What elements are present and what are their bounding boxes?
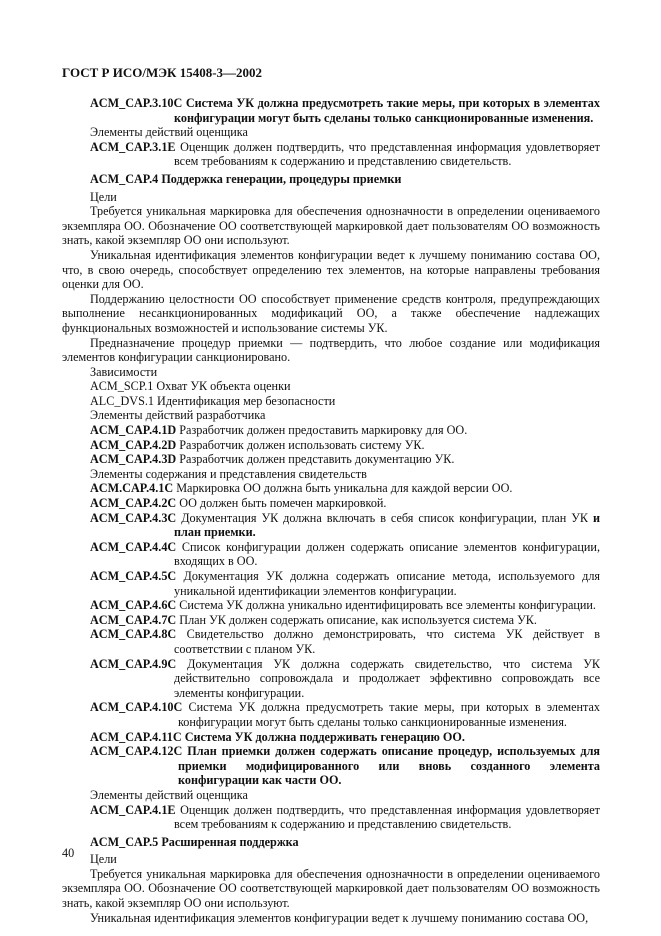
requirement-text-added: и план приемки. <box>174 510 601 540</box>
requirement-item <box>62 657 600 701</box>
requirement-id: ACM_CAP.4.4C <box>90 539 177 554</box>
requirement-text: Оценщик должен подтвердить, что представленная информация удовлетворяет всем требованиям к содержанию и представлению свидетельств. <box>174 139 601 169</box>
requirement-id: ACM_CAP.4.3D <box>90 452 177 467</box>
requirement-text: Система УК должна предусмотреть такие меры, при которых в элементах конфигурации могут быть сделаны только санкционированные изменения. <box>174 96 600 125</box>
requirement-id: ACM_CAP.4.11C <box>90 729 182 744</box>
requirement-id: ACM_CAP.4.12C <box>90 744 183 759</box>
component-heading: ACM_CAP.4 Поддержка генерации, процедуры приемки <box>90 171 402 186</box>
requirement-item <box>62 730 600 745</box>
requirement-item <box>62 744 600 788</box>
page-content <box>62 96 600 925</box>
dependency-item: ACM_SCP.1 Охват УК объекта оценки <box>90 379 291 394</box>
requirement-item <box>62 511 600 540</box>
requirement-item <box>62 613 600 628</box>
requirement-item <box>62 627 600 656</box>
requirement-id: ACM_CAP.4.5C <box>90 569 177 583</box>
requirement-item <box>62 140 600 169</box>
requirement-item <box>62 569 600 598</box>
requirement-item <box>62 540 600 569</box>
requirement-text: Разработчик должен представить документацию УК. <box>179 452 455 467</box>
requirement-item <box>62 700 600 729</box>
paragraph: Уникальная идентификация элементов конфигурации ведет к лучшему пониманию состава ОО, <box>90 910 589 925</box>
requirement-id: ACM_CAP.4.6C <box>90 598 177 613</box>
requirement-item <box>62 496 600 511</box>
requirement-item <box>62 803 600 832</box>
requirement-id: ACM.CAP.4.1C <box>90 481 174 496</box>
requirement-id: ACM_CAP.4.1E <box>90 802 176 817</box>
section-label: Зависимости <box>90 364 158 379</box>
requirement-text: Разработчик должен использовать систему УК. <box>179 437 425 452</box>
requirement-id: ACM_CAP.4.2C <box>90 496 177 511</box>
requirement-text: ОО должен быть помечен маркировкой. <box>179 496 387 511</box>
requirement-item <box>62 438 600 453</box>
paragraph: Предназначение процедур приемки — подтвердить, что любое создание или модификация элементов конфигурации санкционировано. <box>62 335 600 365</box>
requirement-text: Система УК должна предусмотреть такие меры, при которых в элементах конфигурации могут быть сделаны только санкционированные изменения. <box>178 700 601 729</box>
requirement-text: Оценщик должен подтвердить, что представленная информация удовлетворяет всем требованиям к содержанию и представлению свидетельств. <box>174 802 601 832</box>
section-label: Элементы содержания и представления свидетельств <box>90 466 367 481</box>
requirement-item <box>62 423 600 438</box>
requirement-id: ACM_CAP.4.2D <box>90 437 177 452</box>
paragraph: Поддержанию целостности ОО способствует применение средств контроля, предупреждающих выполнение несанкционированных модификаций ОО, а также обеспечение надлежащих функциональных возможностей и использование системы УК. <box>62 291 600 335</box>
requirement-text: Свидетельство должно демонстрировать, что система УК действует в соответствии с планом УК. <box>174 627 600 656</box>
requirement-id: ACM_CAP.4.10C <box>90 700 183 715</box>
requirement-text: Документация УК должна включать в себя список конфигурации, план УК <box>181 510 593 525</box>
requirement-item <box>62 481 600 496</box>
page-number: 40 <box>62 846 75 860</box>
requirement-text: Система УК должна поддерживать генерацию ОО. <box>184 729 465 744</box>
requirement-text: Маркировка ОО должна быть уникальна для каждой версии ОО. <box>176 481 513 496</box>
section-label: Элементы действий оценщика <box>90 125 248 140</box>
section-label: Цели <box>90 852 117 867</box>
section-label: Элементы действий оценщика <box>90 787 248 802</box>
paragraph: Требуется уникальная маркировка для обеспечения однозначности в определении оцениваемого экземпляра ОО. Обозначение ОО соответствующей маркировкой дает пользователям ОО возможность знать, какой экземпляр ОО они используют. <box>62 204 600 248</box>
dependency-item: ALC_DVS.1 Идентификация мер безопасности <box>90 393 336 408</box>
requirement-text: План УК должен содержать описание, как используется система УК. <box>179 612 537 627</box>
requirement-id: ACM_CAP.4.1D <box>90 423 177 438</box>
section-label: Цели <box>90 189 117 204</box>
requirement-id: ACM_CAP.4.9C <box>90 656 177 671</box>
requirement-item <box>62 96 600 125</box>
component-heading: ACM_CAP.5 Расширенная поддержка <box>90 834 299 849</box>
requirement-item <box>62 452 600 467</box>
requirement-id: ACM_CAP.4.3C <box>90 510 177 525</box>
requirement-text: Система УК должна уникально идентифицировать все элементы конфигурации. <box>179 598 596 613</box>
requirement-item <box>62 598 600 613</box>
requirement-id: ACM_CAP.4.7C <box>90 612 177 627</box>
requirement-id: ACM_CAP.3.1E <box>90 139 176 154</box>
document-header: ГОСТ Р ИСО/МЭК 15408-3—2002 <box>62 65 263 80</box>
requirement-text: Разработчик должен предоставить маркировку для ОО. <box>179 423 468 438</box>
requirement-text: План приемки должен содержать описание процедур, используемых для приемки модифицированного или вновь созданного элемента конфигурации как части ОО. <box>178 744 601 788</box>
section-label: Элементы действий разработчика <box>90 408 266 423</box>
paragraph: Требуется уникальная маркировка для обеспечения однозначности в определении оцениваемого экземпляра ОО. Обозначение ОО соответствующей маркировкой дает пользователям ОО возможность знать, какой экземпляр ОО они используют. <box>62 866 600 911</box>
requirement-text: Документация УК должна содержать свидетельство, что система УК действительно сопровождала и продолжает эффективно сопровождать все элементы конфигурации. <box>174 656 601 700</box>
requirement-text: Документация УК должна содержать описание метода, используемого для уникальной идентификации элементов конфигурации. <box>174 569 601 598</box>
requirement-id: ACM_CAP.4.8C <box>90 627 177 642</box>
paragraph: Уникальная идентификация элементов конфигурации ведет к лучшему пониманию состава ОО, что, в свою очередь, способствует определению тех элементов, на которые направлены требования оценки для ОО. <box>62 247 600 292</box>
requirement-text: Список конфигурации должен содержать описание элементов конфигурации, входящих в ОО. <box>174 539 601 569</box>
requirement-id: ACM_CAP.3.10С <box>90 96 183 110</box>
